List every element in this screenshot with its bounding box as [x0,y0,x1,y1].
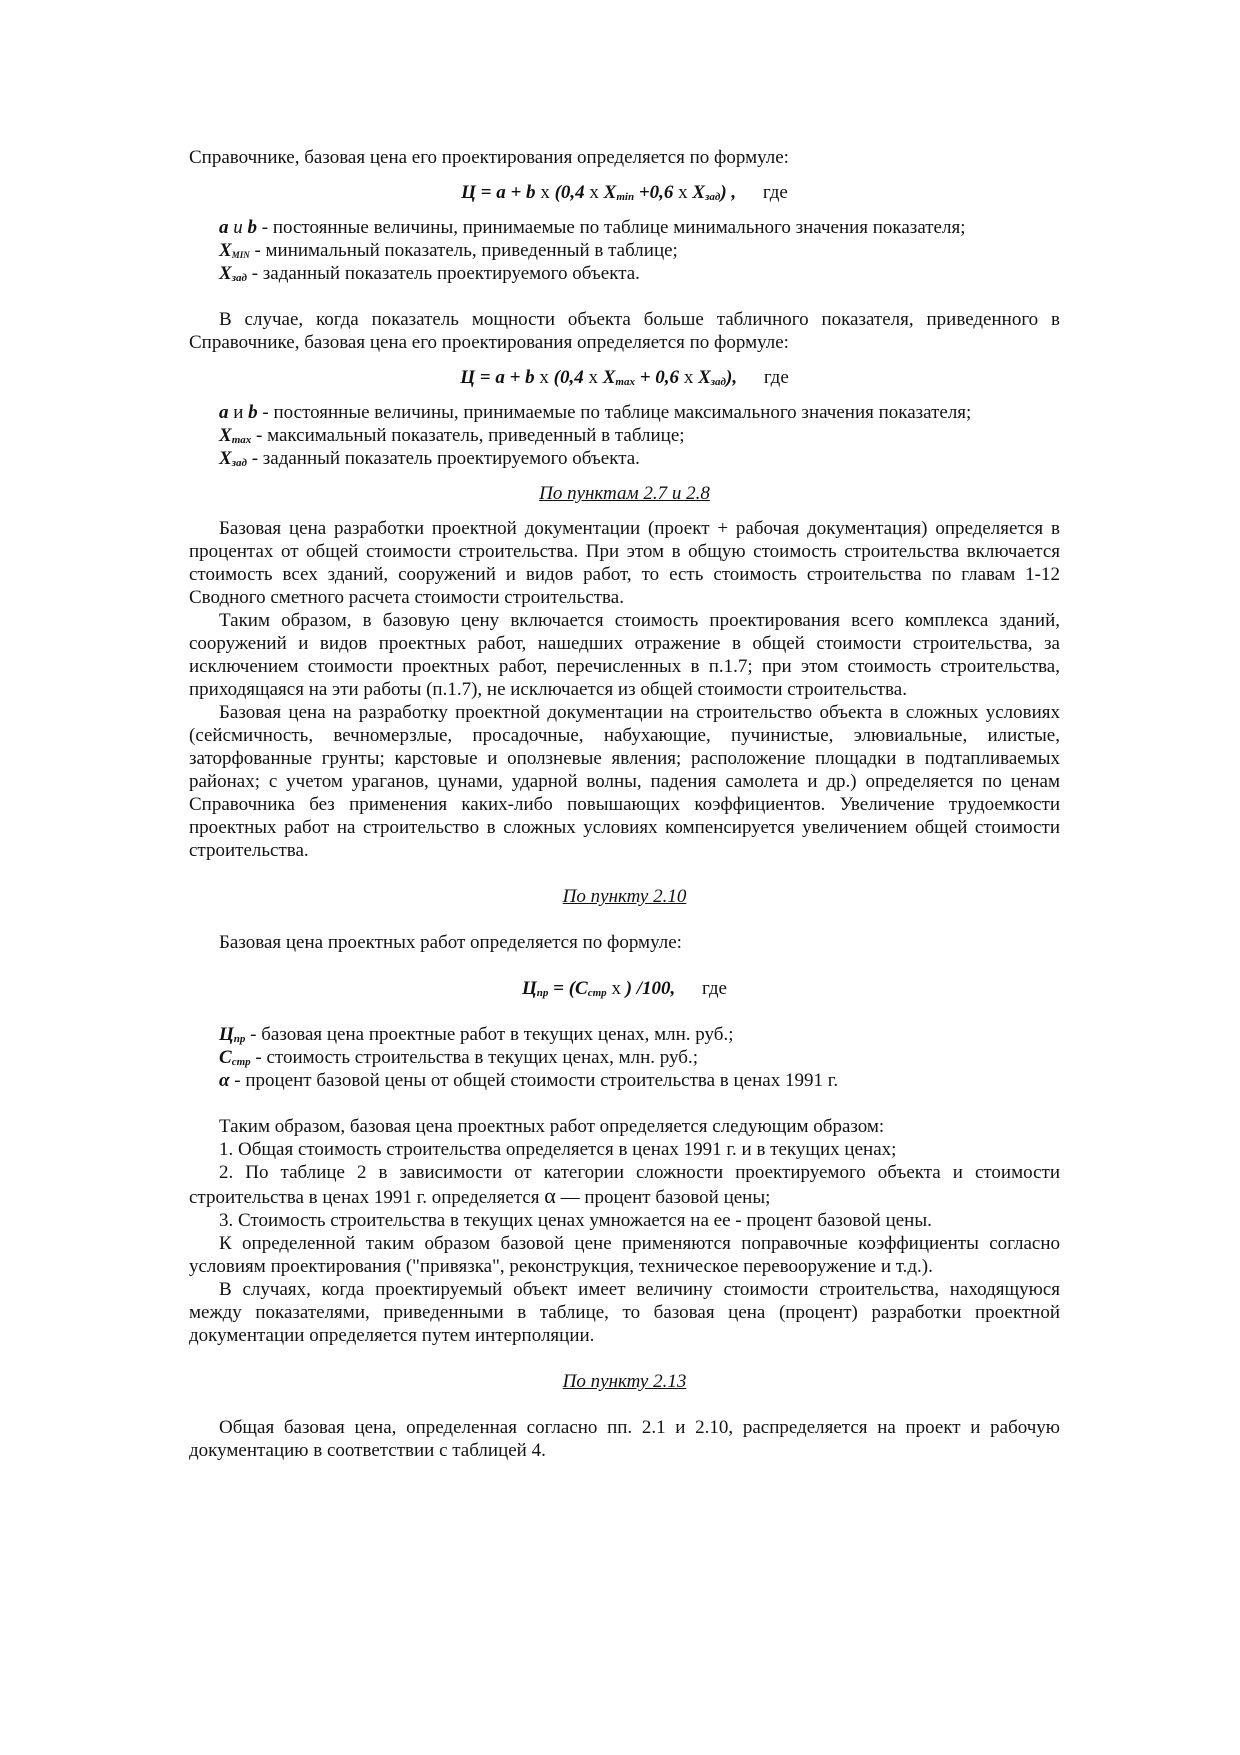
def-cpr: $Ц_{пр}$ - базовая цена проектные работ в текущих ценах, млн. руб.; [219,1024,734,1045]
formula-cpr: $Ц_{пр} = (C_{стр}$ x ) /100, где [522,978,727,999]
formula-min: Ц = a + b x (0,4 x $X_{min} +0,6$ x $X_{зад}$) , где [461,182,788,203]
paragraph-max-case: В случае, когда показатель мощности объекта больше табличного показателя, приведенного в Справочнике, базовая цена его проектирования определяется по формуле: [189,309,1060,353]
alpha-symbol: α [544,1183,556,1208]
def-ab-min: a и b - постоянные величины, принимаемые по таблице минимального значения показателя; [219,217,966,238]
step-1: 1. Общая стоимость строительства определяется в ценах 1991 г. и в текущих ценах; [219,1139,897,1160]
paragraph: Базовая цена на разработку проектной документации на строительство объекта в сложных условиях (сейсмичность, вечномерзлые, просадочные, набухающие, пучинистые, элювиальные, илистые, заторфованные грунты; карстовые и оползневые явления; расположение площадки в подтапливаемых районах; с учетом ураганов, цунами, ударной волны, падения самолета и др.) определяется по ценам Справочника без применения каких-либо повышающих коэффициентов. Увеличение трудоемкости проектных работ на строительство в сложных условиях компенсируется увеличением общей стоимости строительства. [189,702,1060,861]
step-2: 2. По таблице 2 в зависимости от категории сложности проектируемого объекта и стоимости строительства в ценах 1991 г. определяется α — процент базовой цены; [189,1162,1060,1208]
def-ab-max: a и b - постоянные величины, принимаемые по таблице максимального значения показателя; [219,402,972,423]
def-alpha: α - процент базовой цены от общей стоимости строительства в ценах 1991 г. [219,1070,839,1091]
def-xmax: $X_{max}$ - максимальный показатель, приведенный в таблице; [219,425,685,446]
paragraph: В случаях, когда проектируемый объект имеет величину стоимости строительства, находящуюся между показателями, приведенными в таблице, то базовая цена (процент) разработки проектной документации определяется путем интерполяции. [189,1279,1060,1346]
alpha-symbol: α [219,1070,230,1091]
paragraph: К определенной таким образом базовой цене применяются поправочные коэффициенты согласно условиям проектирования ("привязка", реконструкция, техническое перевооружение и т.д.). [189,1233,1060,1277]
step-3: 3. Стоимость строительства в текущих ценах умножается на ее - процент базовой цены. [219,1210,932,1231]
intro-line: Справочнике, базовая цена его проектирования определяется по формуле: [189,147,789,168]
formula-where: где [702,978,727,999]
def-xzad-max: $X_{зад}$ - заданный показатель проектируемого объекта. [219,448,640,469]
document-page [189,146,1060,1462]
paragraph: Таким образом, в базовую цену включается стоимость проектирования всего комплекса зданий, сооружений и видов проектных работ, нашедших отражение в общей стоимости строительства, за исключением стоимости проектных работ, перечисленных в п.1.7; при этом стоимость строительства, приходящаяся на эти работы (п.1.7), не исключается из общей стоимости строительства. [189,610,1060,700]
def-xzad-min: $X_{зад}$ - заданный показатель проектируемого объекта. [219,263,640,284]
def-xmin: $X_{MIN}$ - минимальный показатель, приведенный в таблице; [219,240,678,261]
formula-where: где [762,182,788,203]
section-heading-2-7-2-8: По пунктам 2.7 и 2.8 [539,483,710,504]
formula-max: Ц = a + b x (0,4 x $X_{max} + 0,6$ x $X_{зад}$), где [460,367,789,388]
paragraph: Таким образом, базовая цена проектных работ определяется следующим образом: [219,1116,885,1137]
paragraph: Базовая цена проектных работ определяется по формуле: [219,932,682,953]
def-cstr: $C_{стр}$ - стоимость строительства в текущих ценах, млн. руб.; [219,1047,698,1068]
formula-where: где [763,367,789,388]
section-heading-2-10: По пункту 2.10 [562,886,687,907]
section-heading-2-13: По пункту 2.13 [562,1371,687,1392]
paragraph: Общая базовая цена, определенная согласно пп. 2.1 и 2.10, распределяется на проект и рабочую документацию в соответствии с таблицей 4. [189,1417,1060,1461]
paragraph: Базовая цена разработки проектной документации (проект + рабочая документация) определяется в процентах от общей стоимости строительства. При этом в общую стоимость строительства включается стоимость всех зданий, сооружений и видов работ, то есть стоимость строительства по главам 1-12 Сводного сметного расчета стоимости строительства. [189,518,1060,608]
